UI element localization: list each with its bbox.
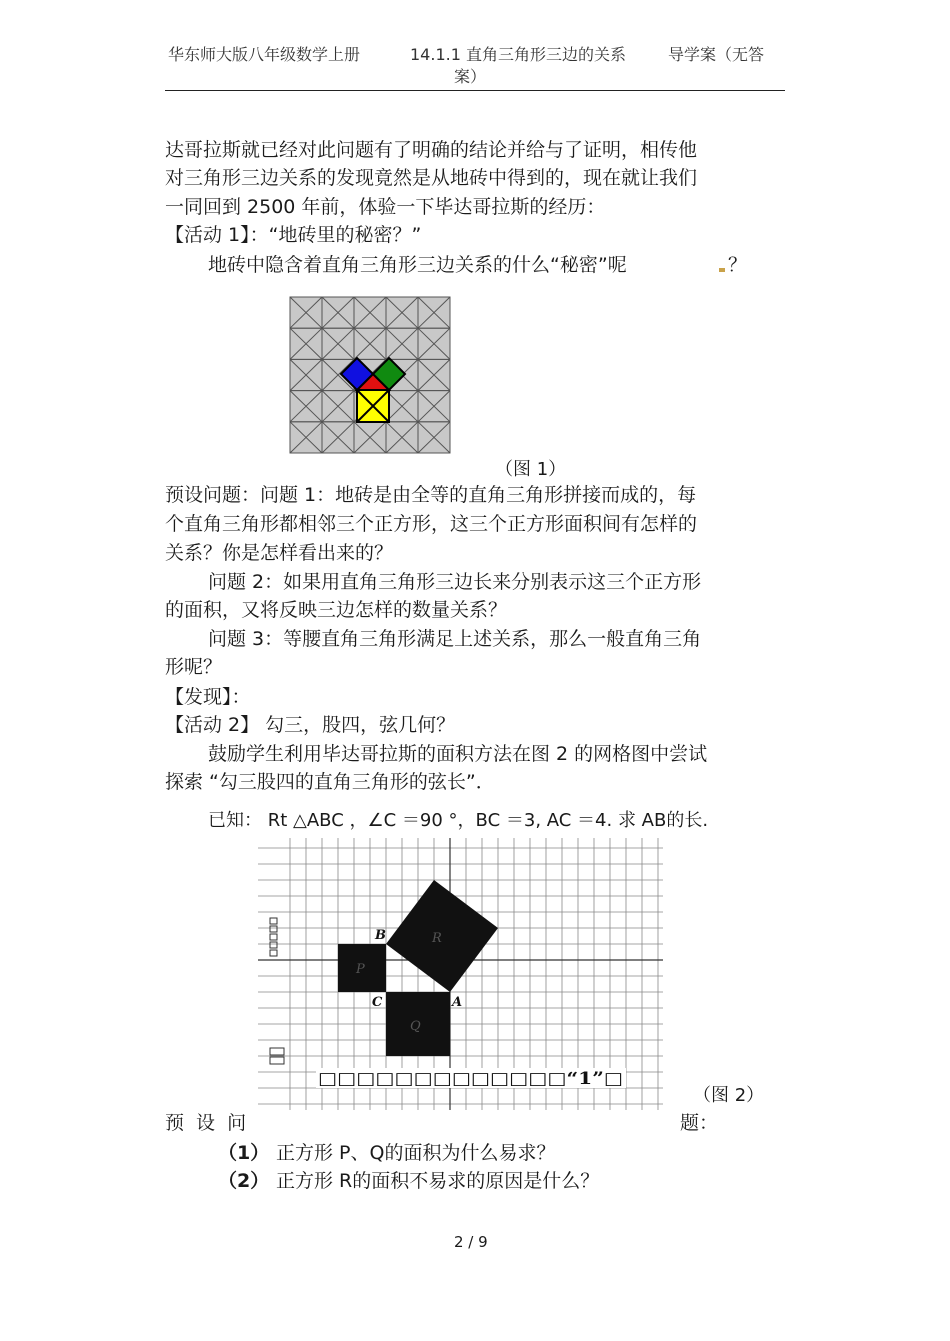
label-q: Q xyxy=(410,1019,421,1034)
preset-q1-line-3: 关系？你是怎样看出来的？ xyxy=(165,542,394,564)
figure-2-grid xyxy=(258,838,668,1113)
intro-line-1: 达哥拉斯就已经对此问题有了明确的结论并给与了证明，相传他 xyxy=(165,139,698,161)
activity2-desc-line-2: 探索 “勾三股四的直角三角形的弦长”． xyxy=(165,771,495,793)
label-p: P xyxy=(356,962,365,977)
figure-2-caption: （图 2） xyxy=(693,1085,765,1106)
preset-q2-line-2: 的面积，又将反映三边怎样的数量关系？ xyxy=(165,599,508,621)
label-c: C xyxy=(372,995,383,1010)
intro-line-3: 一同回到 2500 年前，体验一下毕达哥拉斯的经历： xyxy=(165,196,606,218)
figure-1-caption: （图 1） xyxy=(495,459,567,480)
preset2-q1-text: 正方形 P、Q的面积为什么易求？ xyxy=(276,1142,556,1164)
header-book: 华东师大版八年级数学上册 xyxy=(168,45,361,64)
header-rule xyxy=(165,90,785,91)
answer-blank-mark xyxy=(719,268,725,272)
label-b: B xyxy=(375,928,386,943)
square-r xyxy=(386,880,498,992)
label-a: A xyxy=(452,995,463,1010)
label-r: R xyxy=(432,931,442,946)
preset-q3-line-2: 形呢？ xyxy=(165,656,223,678)
intro-line-2: 对三角形三边关系的发现竟然是从地砖中得到的，现在就让我们 xyxy=(165,167,698,189)
page-number: 2 / 9 xyxy=(454,1233,488,1251)
activity2-desc-line-1: 鼓励学生利用毕达哥拉斯的面积方法在图 2 的网格图中尝试 xyxy=(208,743,708,765)
preset-q2-line-1: 问题 2：如果用直角三角形三边长来分别表示这三个正方形 xyxy=(208,571,702,593)
preset2-q2-text: 正方形 R的面积不易求的原因是什么？ xyxy=(276,1170,600,1192)
discovery-heading: 【发现】： xyxy=(165,686,251,708)
preset2-label-right: 题： xyxy=(680,1112,719,1134)
figure-1-tiles xyxy=(289,296,451,454)
preset-q1-line-2: 个直角三角形都相邻三个正方形，这三个正方形面积间有怎样的 xyxy=(165,513,698,535)
activity2-title: 【活动 2】 勾三，股四，弦几何？ xyxy=(165,714,456,736)
activity1-question: 地砖中隐含着直角三角形三边关系的什么“秘密”呢 xyxy=(208,254,627,276)
header-doc-type: 导学案（无答 xyxy=(668,45,765,64)
preset2-label-left: 预 设 问 xyxy=(165,1112,250,1134)
activity1-question-end: ？ xyxy=(728,254,748,276)
left-glyph-marks xyxy=(270,918,284,1064)
header-lesson: 14.1.1 直角三角形三边的关系 xyxy=(410,45,626,64)
unit-note: □□□□□□□□□□□□□“1”□ xyxy=(318,1069,623,1089)
activity2-given: 已知： Rt △ABC ，∠C ＝90 °，BC ＝3, AC ＝4. 求 AB的长. xyxy=(208,810,709,831)
preset-q1-line-1: 预设问题：问题 1：地砖是由全等的直角三角形拼接而成的，每 xyxy=(165,484,697,506)
preset-q3-line-1: 问题 3：等腰直角三角形满足上述关系，那么一般直角三角 xyxy=(208,628,702,650)
preset2-q1-number: （1） xyxy=(218,1142,270,1164)
header-doc-type-cont: 案） xyxy=(454,67,487,86)
activity1-title: 【活动 1】：“地砖里的秘密？” xyxy=(165,224,422,246)
preset2-q2-number: （2） xyxy=(218,1170,270,1192)
